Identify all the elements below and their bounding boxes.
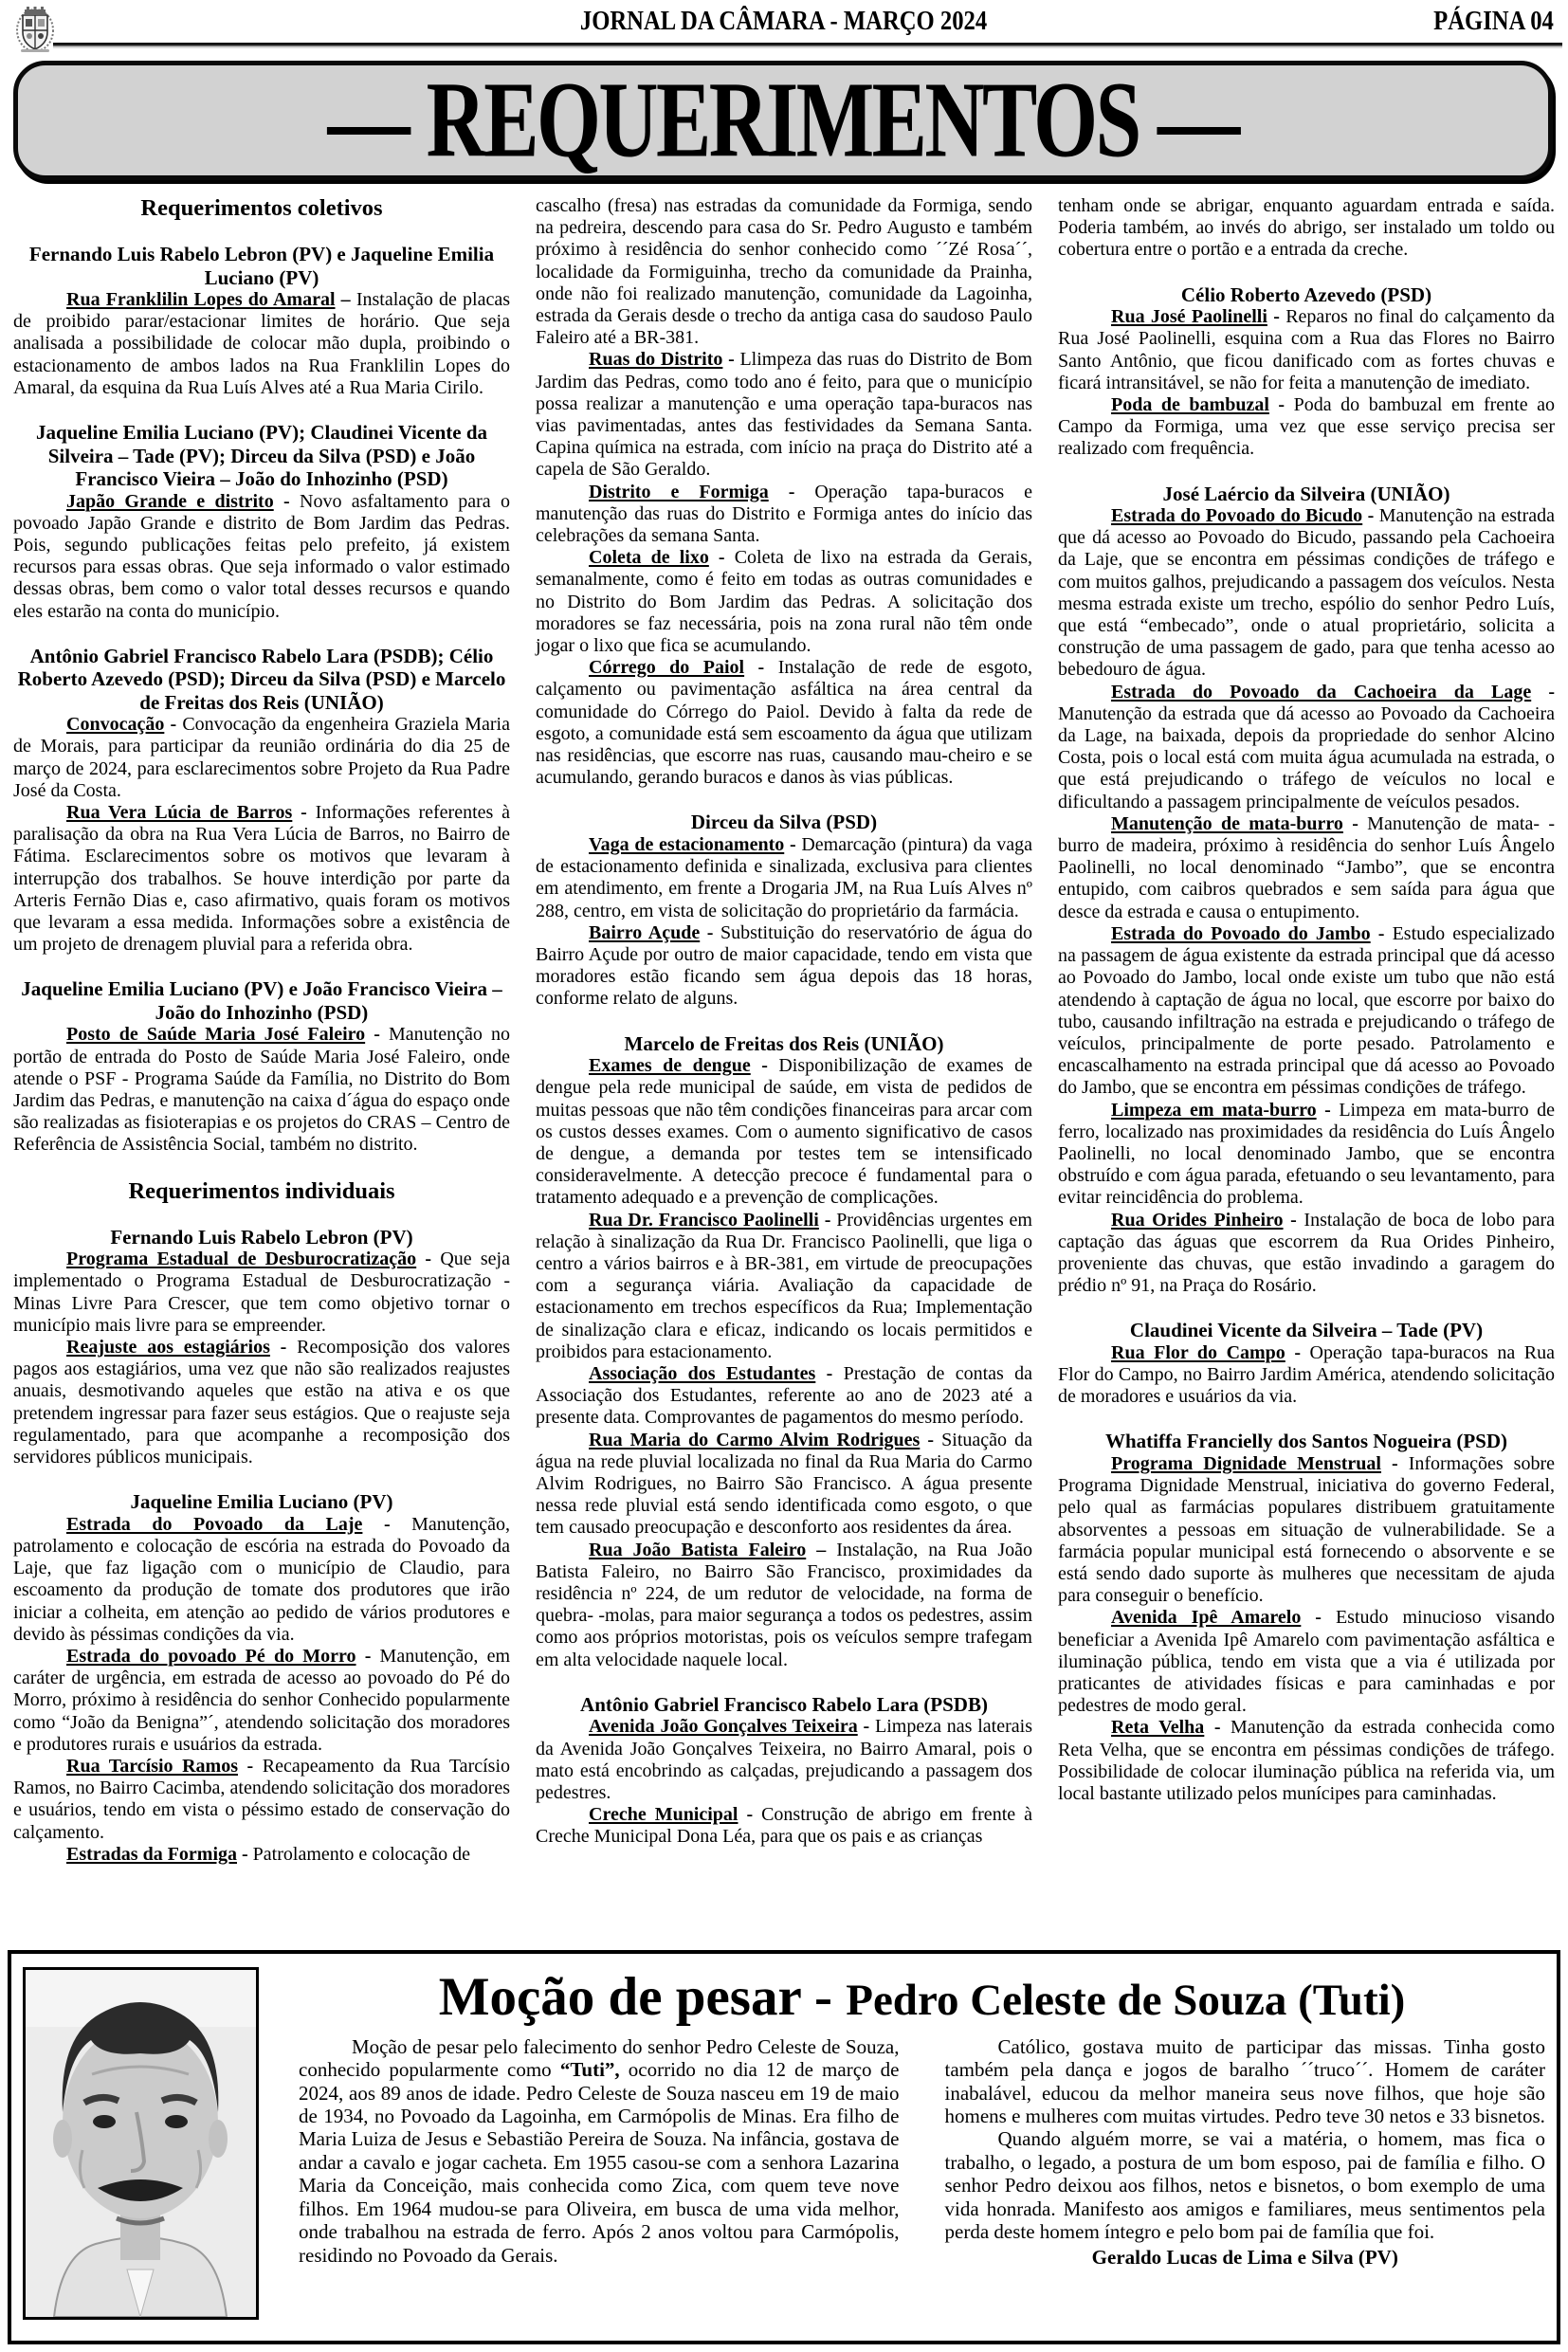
author-heading: Fernando Luis Rabelo Lebron (PV) e Jaqueline Emilia Luciano (PV) xyxy=(28,243,495,289)
requerimento-item: Reta Velha - Manutenção da estrada conhecida como Reta Velha, que se encontra em péssimas condições de tráfego. Possibilidade de colocar iluminação pública na referida via, um local bastante utilizado pelos munícipes para caminhadas. xyxy=(1058,1717,1555,1804)
author-heading: Jaqueline Emilia Luciano (PV) xyxy=(130,1490,393,1514)
item-separator: - xyxy=(1531,681,1555,702)
item-separator: - xyxy=(738,1804,762,1826)
item-title: Posto de Saúde Maria José Faleiro xyxy=(66,1024,366,1046)
requerimento-item: Poda de bambuzal - Poda do bambuzal em frente ao Campo da Formiga, uma vez que esse serviço precisa ser realizado com frequência. xyxy=(1058,393,1555,460)
requerimento-item: Posto de Saúde Maria José Faleiro - Manutenção no portão de entrada do Posto de Saúde Maria José Faleiro, onde atende o PSF - Programa Saúde da Família, no Distrito do Bom Jardim das Pedras, e manutenção na caixa d´água do espaço onde são realizadas as fisioterapias e os projetos do CRAS – Centro de Referência de Assistência Social, também no distrito. xyxy=(13,1024,510,1156)
item-title: Rua Dr. Francisco Paolinelli xyxy=(589,1209,819,1231)
author-heading: Jaqueline Emilia Luciano (PV) e João Francisco Vieira – João do Inhozinho (PSD) xyxy=(21,977,502,1024)
item-separator: - xyxy=(1370,922,1393,944)
item-separator: - xyxy=(1283,1209,1304,1231)
item-title: Vaga de estacionamento xyxy=(589,833,785,855)
requerimento-item: Programa Dignidade Menstrual - Informações sobre Programa Dignidade Menstrual, iniciativa do governo Federal, pelo qual as farmácias populares distribuem gratuitamente absorventes a pessoas em situação de vulnerabilidade. Se a farmácia popular municipal está fornecendo o absorvente e se está sendo dado suporte às mulheres que necessitam de ajuda para conseguir o benefício. xyxy=(1058,1452,1555,1607)
item-separator: - xyxy=(362,1513,412,1535)
item-title: Avenida Ipê Amarelo xyxy=(1111,1607,1302,1629)
requerimento-item: Rua Tarcísio Ramos - Recapeamento da Rua Tarcísio Ramos, no Bairro Cacimba, atendendo solicitação dos moradores e usuários, tendo em vista o péssimo estado de conservação do calçamento. xyxy=(13,1755,510,1843)
item-separator: - xyxy=(1285,1341,1310,1363)
item-title: Reta Velha xyxy=(1111,1717,1205,1739)
item-separator: - xyxy=(722,349,740,371)
mocao-paragraph: Quando alguém morre, se vai a matéria, o homem, mas fica o trabalho, o legado, a postura de um bom esposo, pai de família e filho. O senhor Pedro deixou aos filhos, netos e bisnetos, o bom exemplo de uma vida honrada. Manifesto aos amigos e familiares, meus sentimentos pela perda deste homem íntegro e pelo bom pai de família que foi. xyxy=(944,2127,1545,2244)
requerimento-item: Estrada do Povoado da Cachoeira da Lage - Manutenção da estrada que dá acesso ao Povoado da Cachoeira da Lage, na baixada, depois da propriedade do senhor Alcino Costa, pois o local está com muita água acumulada na estrada, o que está prejudicando o tráfego de veículos no local e dificultando a passagem principalmente de veículos pesados. xyxy=(1058,681,1555,812)
item-title: Limpeza em mata-burro xyxy=(1111,1099,1317,1121)
item-title: Exames de dengue xyxy=(589,1055,751,1077)
item-title: Coleta de lixo xyxy=(589,547,709,569)
item-title: Rua Maria do Carmo Alvim Rodrigues xyxy=(589,1429,921,1450)
item-title: Estrada do povoado Pé do Morro xyxy=(66,1645,356,1667)
requerimento-item: Estrada do povoado Pé do Morro - Manutenção, em caráter de urgência, em estrada de acesso ao povoado do Pé do Morro, próximo à residência do senhor Conhecido popularmente como “João da Benigna”´, atendendo solicitação dos moradores e produtores rurais e usuários da estrada. xyxy=(13,1645,511,1755)
requerimento-item: Avenida Ipê Amarelo - Estudo minucioso visando beneficiar a Avenida Ipê Amarelo com pavimentação asfáltica e iluminação pública, tendo em vista que a via é utilizada por praticantes de atividades físicas e para caminhadas e por pedestres de modo geral. xyxy=(1058,1607,1555,1717)
section-heading: Requerimentos individuais xyxy=(128,1177,395,1204)
item-separator: - xyxy=(815,1362,844,1384)
item-title: Creche Municipal xyxy=(589,1804,738,1826)
item-separator: - xyxy=(356,1645,380,1667)
author-heading: Whatiffa Francielly dos Santos Nogueira (PSD) xyxy=(1104,1430,1508,1453)
item-title: Reajuste aos estagiários xyxy=(66,1337,270,1358)
item-separator: - xyxy=(238,1755,263,1777)
mocao-paragraph: Católico, gostava muito de participar das missas. Tinha gosto também pela dança e jogos de baralho ´´truco´´. Homem de caráter inabalável, educou da melhor maneira seus nove filhos, que hoje são homens e mulheres com muitas virtudes. Pedro teve 30 netos e 33 bisnetos. xyxy=(944,2034,1545,2128)
requerimento-item: Estrada do Povoado do Bicudo - Manutenção na estrada que dá acesso ao Povoado do Bicudo, passando pela Cachoeira da Laje, que se encontra em péssimas condições de tráfego e com muitos galhos, prejudicando a passagem dos veículos. Nesta mesma estrada existe um trecho, espólio do senhor Pedro Luís, que está “embecado”, onde o atual proprietário, solicita a construção de uma passagem de gado, para que tenha acesso ao bebedouro de água. xyxy=(1058,505,1555,681)
item-title: Rua Flor do Campo xyxy=(1111,1341,1285,1363)
item-title: Córrego do Paiol xyxy=(589,657,745,679)
requerimento-item: Rua Flor do Campo - Operação tapa-buracos na Rua Flor do Campo, no Bairro Jardim América, atendendo solicitação de moradores e usuários da via. xyxy=(1058,1341,1555,1408)
item-title: Japão Grande e distrito xyxy=(66,490,274,512)
requerimento-item: Estrada do Povoado da Laje - Manutenção, patrolamento e colocação de escória na estrada do Povoado da Laje, que faz ligação com o município de Claudio, para escoamento da produção de tomate dos produtores que irão iniciar a colheita, em atenção ao pedido de vários produtores e devido às péssimas condições da via. xyxy=(13,1513,510,1645)
item-title: Rua Tarcísio Ramos xyxy=(66,1755,238,1777)
item-title: Estradas da Formiga xyxy=(66,1843,237,1865)
item-separator: – xyxy=(335,289,356,310)
requerimento-item: Coleta de lixo - Coleta de lixo na estrada da Gerais, semanalmente, como é feito em todas as outras comunidades e no Distrito do Bom Jardim das Pedras. A solicitação dos moradores se faz necessária, pois na zona rural não têm onde jogar o lixo que fica se acumulando. xyxy=(536,547,1033,657)
requerimento-item: Japão Grande e distrito - Novo asfaltamento para o povoado Japão Grande e distrito de Bom Jardim das Pedras. Pois, segundo publicações feitas pelo prefeito, já existem recursos para essas obras. Que seja informado o valor estimado dessas obras, bem como o valor total desses recursos e quando eles estarão na conta do município. xyxy=(13,490,510,622)
requerimento-item: Rua João Batista Faleiro – Instalação, na Rua João Batista Faleiro, no Bairro São Francisco, proximidades da residência nº 224, de um redutor de velocidade, na forma de quebra- -molas, para maior segurança a todos os pedestres, assim como aos próprios motoristas, pois os veículos sempre trafegam em alta velocidade naquele local. xyxy=(536,1539,1032,1670)
requerimento-item: Ruas do Distrito - Llimpeza das ruas do Distrito de Bom Jardim das Pedras, como todo ano é feito, para que o município possa realizar a manutenção e uma operação tapa-buracos nas vias pavimentadas, antes das festividades da Semana Santa. Capina química na estrada, com início na praça do Distrito até a capela de São Geraldo. xyxy=(536,349,1032,481)
requerimento-item: Estradas da Formiga - Patrolamento e colocação de xyxy=(66,1843,471,1865)
item-title: Rua Franklilin Lopes do Amaral xyxy=(66,289,336,310)
item-separator: - xyxy=(1381,1452,1409,1474)
mocao-column-2 xyxy=(945,2035,1546,2269)
item-title: Rua Vera Lúcia de Barros xyxy=(66,802,293,824)
requerimento-item: Rua Franklilin Lopes do Amaral – Instalação de placas de proibido parar/estacionar limites de horário. Que seja analisada a possibilidade de colocar mão dupla, proibindo o estacionamento de ambos lados na Rua Franklilin Lopes do Amaral, da esquina da Rua Luís Alves até a Rua Maria Cirilo. xyxy=(13,289,511,398)
author-heading: Fernando Luis Rabelo Lebron (PV) xyxy=(110,1225,413,1249)
item-title: Programa Estadual de Desburocratização xyxy=(66,1249,417,1270)
item-title: Rua João Batista Faleiro xyxy=(589,1539,807,1560)
requerimento-item: Creche Municipal - Construção de abrigo em frente à Creche Municipal Dona Léa, para que os pais e as crianças xyxy=(536,1804,1032,1848)
mocao-title-name: Pedro Celeste de Souza (Tuti) xyxy=(846,1976,1406,2025)
mocao-signature: Geraldo Lucas de Lima e Silva (PV) xyxy=(1091,2245,1398,2269)
header-divider xyxy=(53,43,1562,48)
item-separator: - xyxy=(1267,306,1286,328)
item-separator: - xyxy=(857,1716,875,1738)
item-continuation: tenham onde se abrigar, enquanto aguardam entrada e saída. Poderia também, ao invés do abrigo, ser instalado um toldo ou cobertura entre o portão e a entrada da creche. xyxy=(1058,195,1555,261)
mocao-title xyxy=(299,1969,1545,2026)
item-separator: - xyxy=(768,481,815,502)
item-separator: - xyxy=(365,1024,390,1046)
item-separator: - xyxy=(750,1055,779,1077)
item-separator: - xyxy=(1316,1099,1340,1121)
item-title: Manutenção de mata-burro xyxy=(1111,812,1343,834)
item-separator: - xyxy=(1268,393,1294,415)
requerimento-item: Bairro Açude - Substituição do reservatório de água do Bairro Açude por outro de maior capacidade, tendo em vista que moradores estão ficando sem água depois das 18 horas, conforme relato de alguns. xyxy=(536,921,1032,1010)
requerimento-item: Exames de dengue - Disponibilização de exames de dengue pela rede municipal de saúde, em vista de pedidos de muitas pessoas que não têm condições financeiras para arcar com os custos desses exames. Com o aumento significativo de casos de dengue, a demanda por testes tem se intensificado consideravelmente. A detecção precoce é fundamental para o tratamento adequado e a prevenção de complicações. xyxy=(536,1055,1032,1209)
item-separator: - xyxy=(700,921,721,943)
item-title: Estrada do Povoado do Jambo xyxy=(1111,922,1371,944)
requerimento-item: Estrada do Povoado do Jambo - Estudo especializado na passagem de água existente da estrada principal que dá acesso ao Povoado do Jambo, local onde existe um tubo que não está atendendo à captação de água no local, que escorre por baixo do tubo, causando infiltração na estrada e prejudicando o tráfego de veículos, principalmente de porte pesado. Patrolamento e encascalhamento na estrada principal que dá acesso ao Povoado do Jambo, que se encontra em péssimas condições de tráfego. xyxy=(1058,922,1555,1099)
requerimento-item: Rua José Paolinelli - Reparos no final do calçamento da Rua José Paolinelli, esquina com a Rua das Flores no Bairro Santo Antônio, que ficou danificado com as fortes chuvas e ficará intransitável, se não for feita a manutenção de imediato. xyxy=(1058,306,1555,393)
requerimento-item: Rua Vera Lúcia de Barros - Informações referentes à paralisação da obra na Rua Vera Lúcia de Barros, no Bairro de Fátima. Esclarecimentos sobre os motivos que levaram à interrupção dos trabalhos. Se houve interdição por parte da Arteris Fernão Dias e, caso afirmativo, quais foram os motivos que levaram a essa medida. Informações sobre a existência de um projeto de drenagem pluvial para a referida obra. xyxy=(13,802,510,956)
mocao-de-pesar-box xyxy=(8,1950,1560,2344)
mocao-paragraph: Moção de pesar pelo falecimento do senhor Pedro Celeste de Souza, conhecido popularmente como “Tuti”, ocorrido no dia 12 de março de 2024, aos 89 anos de idade. Pedro Celeste de Souza nasceu em 19 de maio de 1934, no Povoado da Lagoinha, em Carmópolis de Minas. Era filho de Maria Luiza de Jesus e Sebastião Pereira de Souza. Na infância, gostava de andar a cavalo e jogar cacheta. Em 1955 casou-se com a senhora Lazarina Maria da Conceição, mais conhecida como Zica, com quem teve nove filhos. Em 1964 mudou-se para Oliveira, em busca de uma vida melhor, onde trabalhou na estrada de ferro. Após 2 anos voltou para Carmópolis, residindo no Povoado da Gerais. xyxy=(299,2034,900,2267)
column-3 xyxy=(1058,195,1555,1945)
item-separator: - xyxy=(269,1337,298,1358)
requerimento-item: Córrego do Paiol - Instalação de rede de esgoto, calçamento ou pavimentação asfáltica na área central da comunidade do Córrego do Paiol. Devido à falta da rede de esgoto, a comunidade está sem escoamento da água que utilizam nas residências, que escorre nas ruas, causando mau-cheiro e se acumulando, gerando buracos e danos às vias públicas. xyxy=(536,657,1032,789)
article-columns xyxy=(13,195,1555,1945)
item-separator: - xyxy=(818,1209,837,1231)
item-separator: - xyxy=(273,490,301,512)
mocao-text-columns xyxy=(299,2035,1545,2269)
obituary-portrait-photo xyxy=(23,1967,259,2320)
author-heading: José Laércio da Silveira (UNIÃO) xyxy=(1162,482,1450,505)
item-title: Estrada do Povoado do Bicudo xyxy=(1111,505,1363,527)
mocao-column-1 xyxy=(299,2035,900,2269)
column-2 xyxy=(536,195,1032,1945)
item-separator: - xyxy=(416,1249,441,1270)
item-title: Programa Dignidade Menstrual xyxy=(1111,1452,1381,1474)
requerimento-item: Avenida João Gonçalves Teixeira - Limpeza nas laterais da Avenida João Gonçalves Teixeira, no Bairro Amaral, pois o mato está encobrindo as calçadas, prejudicando a passagem dos pedestres. xyxy=(536,1716,1032,1803)
item-continuation: cascalho (fresa) nas estradas da comunidade da Formiga, sendo na pedreira, descendo para casa do Sr. Pedro Augusto e também próximo à residência do senhor conhecido como ´´Zé Rosa´´, localidade da Formiguinha, trecho da comunidade da Prainha, onde não foi realizado manutenção, comunidade da Lagoinha, estrada da Gerais desde o trecho da antiga casa do saudoso Paulo Faleiro até a BR-381. xyxy=(536,195,1032,349)
item-title: Ruas do Distrito xyxy=(589,349,723,371)
item-title: Associação dos Estudantes xyxy=(589,1362,816,1384)
requerimento-item: Rua Orides Pinheiro - Instalação de boca de lobo para captação das águas que escorrem da Rua Orides Pinheiro, proveniente das chuvas, que estão invadindo a garagem do prédio nº 91, na Praça do Rosário. xyxy=(1058,1209,1555,1297)
item-separator: - xyxy=(164,714,183,736)
author-heading: Claudinei Vicente da Silveira – Tade (PV) xyxy=(1129,1319,1484,1342)
item-separator: - xyxy=(744,657,778,679)
newspaper-title: JORNAL DA CÂMARA - MARÇO 2024 xyxy=(580,6,988,36)
item-separator: - xyxy=(1342,812,1368,834)
item-title: Rua Orides Pinheiro xyxy=(1111,1209,1284,1231)
item-title: Bairro Açude xyxy=(589,921,701,943)
item-title: Convocação xyxy=(66,714,165,736)
item-separator: – xyxy=(806,1539,837,1560)
mocao-title-lead: Moção de pesar - xyxy=(438,1967,847,2027)
requerimento-item: Distrito e Formiga - Operação tapa-buracos e manutenção das ruas do Distrito e Formiga antes do início das celebrações da semana Santa. xyxy=(536,481,1032,547)
mocao-content xyxy=(299,1967,1545,2333)
item-title: Poda de bambuzal xyxy=(1111,393,1269,415)
item-separator: - xyxy=(237,1843,253,1865)
item-title: Avenida João Gonçalves Teixeira xyxy=(589,1716,858,1738)
requerimento-item: Programa Estadual de Desburocratização - Que seja implementado o Programa Estadual de Desburocratização - Minas Livre Para Crescer, que tem como objetivo tornar o município mais livre para se empreender. xyxy=(13,1249,510,1336)
author-heading: Célio Roberto Azevedo (PSD) xyxy=(1180,283,1432,306)
requerimento-item: Vaga de estacionamento - Demarcação (pintura) da vaga de estacionamento definida e sinalizada, exclusiva para clientes em atendimento, em frente a Drogaria JM, na Rua Luís Alves nº 288, centro, em vista de solicitação do proprietário da farmácia. xyxy=(536,833,1032,921)
item-separator: - xyxy=(292,802,316,824)
item-title: Rua José Paolinelli xyxy=(1111,306,1267,328)
item-separator: - xyxy=(1301,1607,1336,1629)
column-1 xyxy=(13,195,510,1945)
section-heading: Requerimentos coletivos xyxy=(140,195,383,221)
item-title: Distrito e Formiga xyxy=(589,481,769,502)
author-heading: Marcelo de Freitas dos Reis (UNIÃO) xyxy=(624,1031,944,1055)
item-separator: - xyxy=(784,833,802,855)
item-separator: - xyxy=(920,1429,942,1450)
author-heading: Dirceu da Silva (PSD) xyxy=(690,811,878,834)
requerimento-item: Associação dos Estudantes - Prestação de contas da Associação dos Estudantes, referente ao ano de 2023 até a presente data. Comprovantes de pagamentos do mesmo período. xyxy=(536,1362,1032,1429)
requerimento-item: Manutenção de mata-burro - Manutenção de mata- -burro de madeira, próximo à residência do senhor Luís Ângelo Paolinelli, no local denominado “Jambo”, que se encontra entupido, com caibros quebrados e sem saída para água que desce da estrada e causa o entupimento. xyxy=(1058,812,1555,922)
requerimento-item: Limpeza em mata-burro - Limpeza em mata-burro de ferro, localizado nas proximidades da residência do Luís Ângelo Paolinelli, no local denominado Jambo, que se encontra obstruído e com água parada, efetuando o seu levantamento, para evitar reincidência do problema. xyxy=(1058,1099,1555,1209)
requerimento-item: Convocação - Convocação da engenheira Graziela Maria de Morais, para participar da reunião ordinária do dia 25 de março de 2024, para esclarecimentos sobre Projeto da Rua Padre José da Costa. xyxy=(13,714,510,801)
banner-title: — REQUERIMENTOS — xyxy=(327,60,1239,180)
author-heading: Jaqueline Emilia Luciano (PV); Claudinei Vicente da Silveira – Tade (PV); Dirceu da Silva (PSD) e João Francisco Vieira – João do Inhozinho (PSD) xyxy=(35,421,488,491)
page-number: PÁGINA 04 xyxy=(1433,6,1554,36)
item-separator: - xyxy=(708,547,735,569)
item-title: Estrada do Povoado da Laje xyxy=(66,1513,363,1535)
item-separator: - xyxy=(1362,505,1379,527)
requerimento-item: Reajuste aos estagiários - Recomposição dos valores pagos aos estagiários, uma vez que não são realizados reajustes anuais, desmotivando aqueles que estão na ativa e os que pretendem ingressar para fazer seus estágios. Que o reajuste seja regulamentado, para que acompanhe a recomposição dos servidores públicos municipais. xyxy=(13,1337,510,1468)
requerimento-item: Rua Maria do Carmo Alvim Rodrigues - Situação da água na rede pluvial localizada no final da Rua Maria do Carmo Alvim Rodrigues, no Bairro São Francisco. A água presente nessa rede pluvial está sendo identificada como esgoto, o que tem causado preocupação e desconforto aos residentes da área. xyxy=(536,1429,1032,1539)
requerimentos-banner xyxy=(13,61,1553,180)
author-heading: Antônio Gabriel Francisco Rabelo Lara (PSDB); Célio Roberto Azevedo (PSD); Dirceu da Silva (PSD) e Marcelo de Freitas dos Reis (UNIÃO) xyxy=(17,644,506,714)
item-separator: - xyxy=(1204,1717,1231,1739)
author-heading: Antônio Gabriel Francisco Rabelo Lara (PSDB) xyxy=(580,1692,988,1716)
requerimento-item: Rua Dr. Francisco Paolinelli - Providências urgentes em relação à sinalização da Rua Dr. Francisco Paolinelli, que liga o centro a vários bairros e à BR-381, em virtude de preocupações com a segurança viária. Avaliação da capacidade de estacionamento em trechos específicos da Rua; Implementação de sinalização clara e eficaz, indicando os locais permitidos e proibidos para estacionamento. xyxy=(536,1209,1032,1362)
item-title: Estrada do Povoado da Cachoeira da Lage xyxy=(1111,681,1532,702)
